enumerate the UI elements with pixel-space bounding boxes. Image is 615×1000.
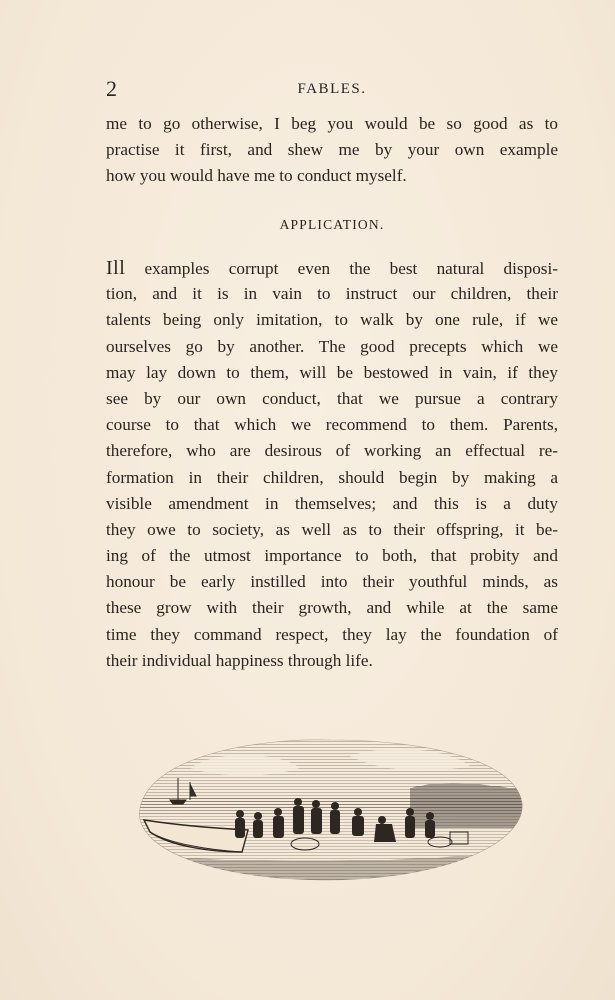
initial-word: Ill xyxy=(106,257,126,279)
text-line xyxy=(106,255,558,281)
text-line: may lay down to them, will be bestowed in vain, if they xyxy=(106,362,558,382)
first-line-text: examples corrupt even the best natural disposi- xyxy=(125,259,558,278)
application-heading: APPLICATION. xyxy=(279,217,385,232)
text-line: ing of the utmost importance to both, that probity and xyxy=(106,546,558,566)
fable-conclusion xyxy=(106,111,558,190)
text-line: formation in their children, should begin by making a xyxy=(106,467,558,487)
engraved-vignette xyxy=(130,728,530,888)
text-line: ourselves go by another. The good precepts which we xyxy=(106,336,558,356)
text-line: therefore, who are desirous of working an effectual re- xyxy=(106,441,558,461)
page-number: 2 xyxy=(106,76,117,101)
text-line: tion, and it is in vain to instruct our children, their xyxy=(106,284,558,304)
page-header xyxy=(106,76,558,102)
text-line: these grow with their growth, and while at the same xyxy=(106,598,558,618)
text-line: see by our own conduct, that we pursue a contrary xyxy=(106,388,558,408)
text-line: honour be early instilled into their youthful minds, as xyxy=(106,572,558,592)
text-line: how you would have me to conduct myself. xyxy=(106,166,407,186)
text-line: practise it first, and shew me by your own example xyxy=(106,140,558,160)
text-line: visible amendment in themselves; and this is a duty xyxy=(106,493,558,513)
running-head: FABLES. xyxy=(297,81,367,97)
text-line: me to go otherwise, I beg you would be so good as to xyxy=(106,114,558,133)
text-line: time they command respect, they lay the foundation of xyxy=(106,624,558,644)
text-line: talents being only imitation, to walk by one rule, if we xyxy=(106,310,558,330)
application-paragraph xyxy=(106,255,558,674)
text-line: their individual happiness through life. xyxy=(106,650,373,670)
text-line: they owe to society, as well as to their offspring, it be- xyxy=(106,519,558,539)
text-line: course to that which we recommend to them. Parents, xyxy=(106,415,558,435)
